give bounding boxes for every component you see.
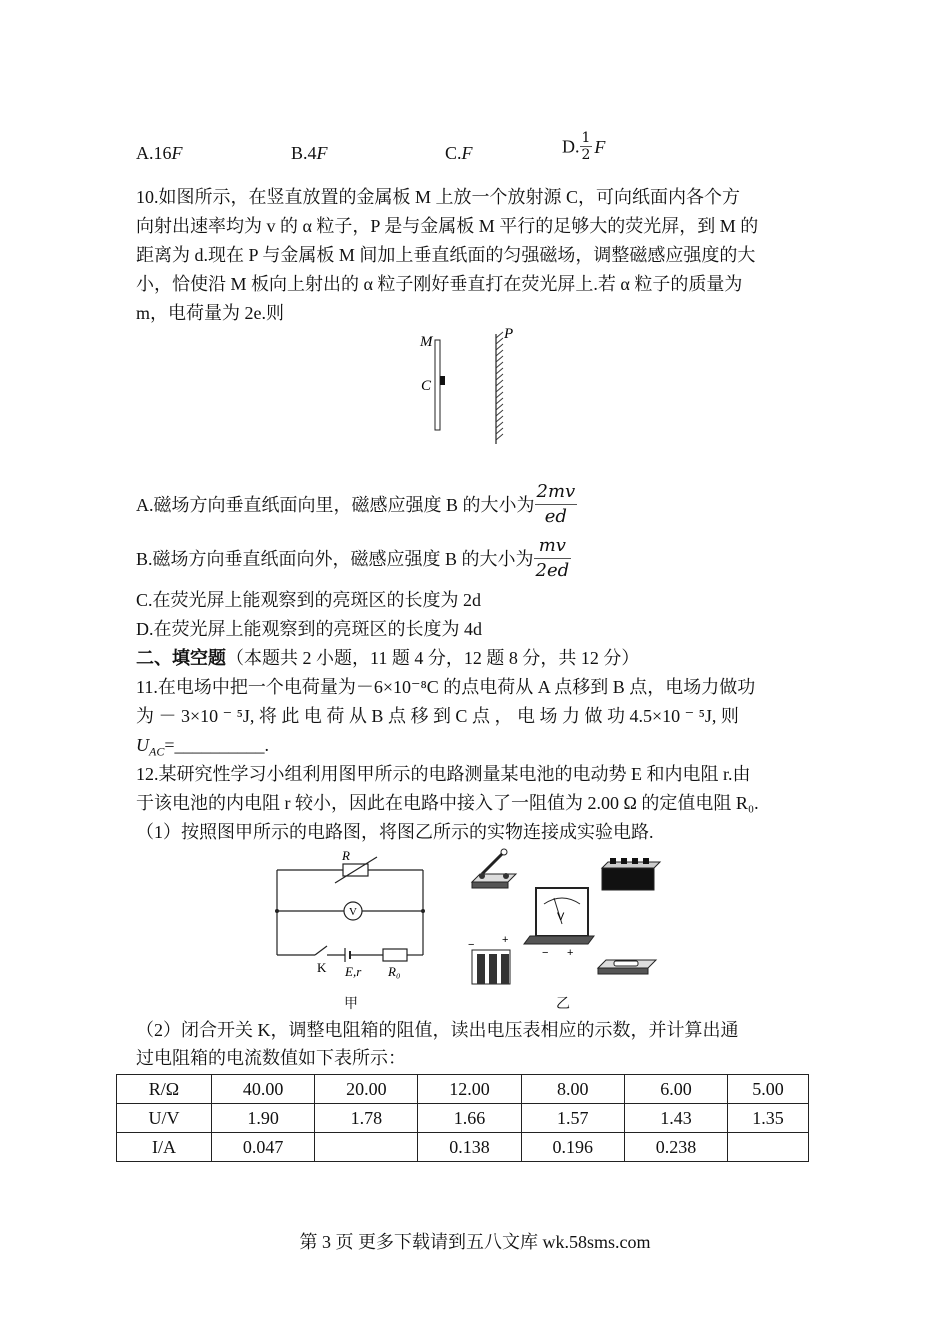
table-cell	[728, 1133, 809, 1162]
table-cell: 20.00	[315, 1075, 418, 1104]
circuit-label-er: E,r	[345, 964, 362, 979]
row-header: U/V	[117, 1104, 212, 1133]
knife-switch	[472, 849, 516, 888]
battery-pack	[468, 934, 510, 984]
q11-line-1: 11.在电场中把一个电荷量为－6×10⁻⁸C 的点电荷从 A 点移到 B 点，电场力做功	[136, 677, 756, 697]
q10-option-c: C.在荧光屏上能观察到的亮斑区的长度为 2d	[136, 590, 482, 610]
table-cell: 12.00	[418, 1075, 521, 1104]
q12-part-1: （1）按照图甲所示的电路图，将图乙所示的实物连接成实验电路.	[136, 822, 654, 842]
q10-line-1: 10.如图所示，在竖直放置的金属板 M 上放一个放射源 C，可向纸面内各个方	[136, 187, 741, 207]
table-cell: 40.00	[212, 1075, 315, 1104]
page-footer: 第 3 页 更多下载请到五八文库 wk.58sms.com	[299, 1232, 651, 1252]
label-m: M	[420, 334, 433, 350]
label-p: P	[504, 326, 514, 342]
section-2-heading: 二、填空题（本题共 2 小题，11 题 4 分，12 题 8 分，共 12 分）	[136, 648, 640, 668]
data-table	[116, 1074, 809, 1162]
table-cell	[315, 1133, 418, 1162]
table-cell: 0.138	[418, 1133, 521, 1162]
q10-option-d: D.在荧光屏上能观察到的亮斑区的长度为 4d	[136, 619, 482, 639]
table-cell: 0.196	[521, 1133, 624, 1162]
circuit-label-k: K	[317, 960, 327, 975]
q9-option-a: A.16F	[136, 143, 183, 163]
circuit-diagram	[265, 845, 440, 980]
row-header: R/Ω	[117, 1075, 212, 1104]
table-cell: 0.047	[212, 1133, 315, 1162]
caption-jia: 甲	[344, 996, 358, 1012]
fixed-resistor	[598, 960, 656, 974]
circuit-label-r: R	[342, 848, 350, 863]
q12-part-2-line-1: （2）闭合开关 K，调整电阻箱的阻值，读出电压表相应的示数，并计算出通	[136, 1020, 739, 1040]
q12-part-2-line-2: 过电阻箱的电流数值如下表所示：	[136, 1048, 406, 1068]
circuit-label-r0: R₀	[388, 964, 401, 979]
table-row	[117, 1075, 809, 1104]
table-cell: 1.78	[315, 1104, 418, 1133]
table-cell: 1.43	[624, 1104, 727, 1133]
svg-text:−: −	[542, 947, 549, 959]
q9-option-b: B.4F	[291, 143, 328, 163]
q11-line-3: $U_{AC}=\_\_\_\_\_\_\_\_\_\_$.	[136, 735, 269, 759]
q10-line-5: m，电荷量为 2e.则	[136, 303, 284, 323]
q10-option-b: B.磁场方向垂直纸面向外，磁感应强度 B 的大小为 $\frac{mv}{2ed}$	[136, 535, 570, 582]
q10-line-4: 小，恰使沿 M 板向上射出的 α 粒子刚好垂直打在荧光屏上.若 α 粒子的质量为	[136, 274, 743, 294]
q10-line-2: 向射出速率均为 v 的 α 粒子，P 是与金属板 M 平行的足够大的荧光屏，到 M 的	[136, 216, 759, 236]
table-cell: 1.57	[521, 1104, 624, 1133]
table-cell: 5.00	[728, 1075, 809, 1104]
table-cell: 1.35	[728, 1104, 809, 1133]
circuit-label-v: V	[349, 906, 357, 918]
q10-figure	[410, 322, 540, 452]
voltmeter-label: V	[557, 911, 565, 923]
q11-line-2: 为 － 3×10 ⁻ ⁵J, 将 此 电 荷 从 B 点 移 到 C 点 ， 电 场 力 做 功 4.5×10 ⁻ ⁵J, 则	[136, 706, 739, 726]
caption-yi: 乙	[556, 996, 570, 1012]
q12-line-2: 于该电池的内电阻 r 较小，因此在电路中接入了一阻值为 2.00 Ω 的定值电阻 R₀.	[136, 793, 759, 813]
table-cell: 8.00	[521, 1075, 624, 1104]
q9-option-c: C.F	[445, 143, 473, 163]
svg-text:+: +	[567, 947, 574, 959]
table-cell: 6.00	[624, 1075, 727, 1104]
table-cell: 1.90	[212, 1104, 315, 1133]
resistance-box	[602, 858, 660, 890]
q12-line-1: 12.某研究性学习小组利用图甲所示的电路测量某电池的电动势 E 和内电阻 r.由	[136, 764, 751, 784]
screen-hatching	[496, 332, 503, 440]
label-c: C	[421, 378, 432, 394]
table-row	[117, 1133, 809, 1162]
table-cell: 1.66	[418, 1104, 521, 1133]
q10-line-3: 距离为 d.现在 P 与金属板 M 间加上垂直纸面的匀强磁场，调整磁感应强度的大	[136, 245, 756, 265]
apparatus-figure	[458, 838, 670, 990]
svg-text:+: +	[502, 934, 509, 946]
q10-option-a: A.磁场方向垂直纸面向里，磁感应强度 B 的大小为 $\frac{2mv}{ed}$	[136, 481, 576, 528]
table-cell: 0.238	[624, 1133, 727, 1162]
voltmeter	[524, 888, 594, 959]
table-row	[117, 1104, 809, 1133]
svg-text:−: −	[468, 939, 475, 951]
row-header: I/A	[117, 1133, 212, 1162]
q9-option-d: D. $\frac{1}{2}$ F	[562, 130, 606, 163]
source-c	[440, 376, 445, 385]
metal-plate-m	[435, 340, 440, 430]
